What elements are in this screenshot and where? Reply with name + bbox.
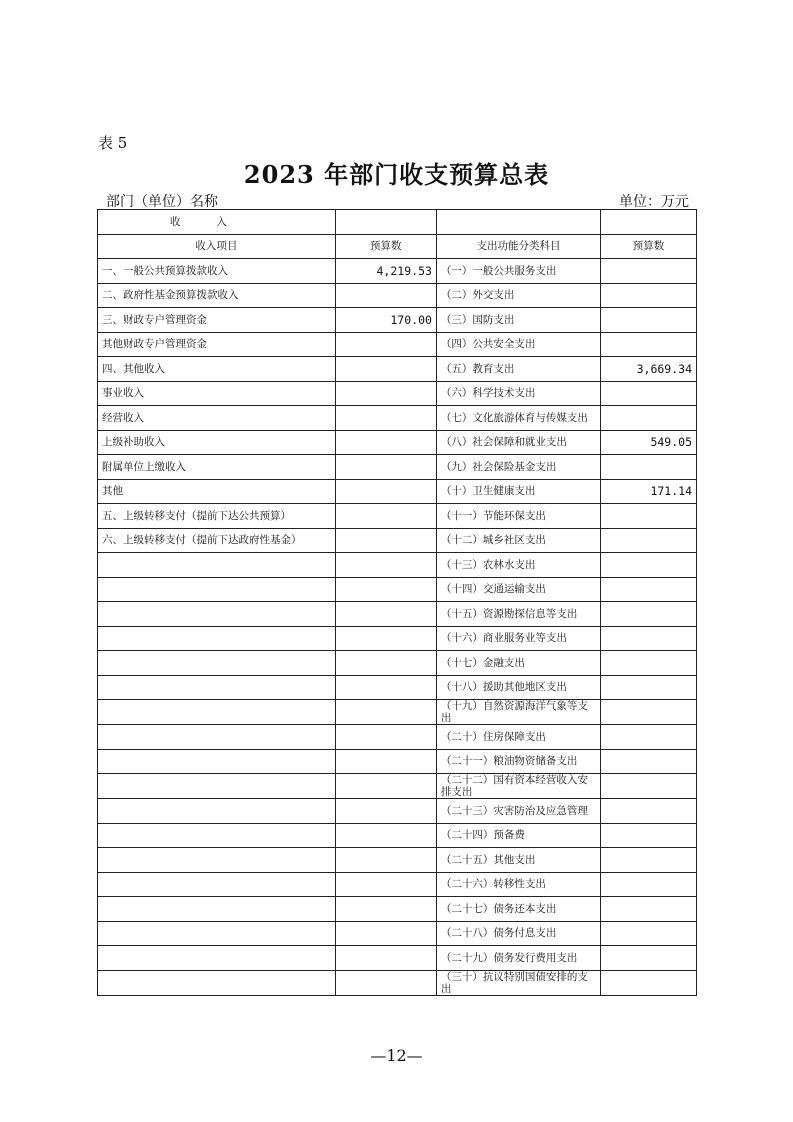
expense-amount-cell bbox=[601, 749, 697, 774]
expense-amount-cell bbox=[601, 259, 697, 284]
table-row bbox=[98, 749, 697, 774]
income-amount-cell bbox=[335, 700, 436, 725]
income-item-cell: 二、政府性基金预算拨款收入 bbox=[98, 283, 336, 308]
expense-item-cell: （八）社会保障和就业支出 bbox=[436, 430, 600, 455]
empty-cell bbox=[601, 210, 697, 235]
income-amount-cell bbox=[335, 675, 436, 700]
unit-label: 单位：万元 bbox=[619, 194, 689, 210]
income-item-cell bbox=[98, 700, 336, 725]
income-amount-cell bbox=[335, 602, 436, 627]
expense-item-cell: （二十七）债务还本支出 bbox=[436, 897, 600, 922]
section-header-row bbox=[98, 210, 697, 235]
table-row bbox=[98, 774, 697, 799]
income-item-cell: 六、上级转移支付（提前下达政府性基金） bbox=[98, 528, 336, 553]
table-row bbox=[98, 823, 697, 848]
income-item-cell bbox=[98, 946, 336, 971]
expense-amount-cell bbox=[601, 381, 697, 406]
table-row bbox=[98, 259, 697, 284]
expense-item-cell: （十九）自然资源海洋气象等支出 bbox=[436, 700, 600, 725]
income-item-cell: 五、上级转移支付（提前下达公共预算） bbox=[98, 504, 336, 529]
income-amount-cell bbox=[335, 848, 436, 873]
expense-amount-cell bbox=[601, 455, 697, 480]
table-row bbox=[98, 848, 697, 873]
table-row bbox=[98, 626, 697, 651]
expense-item-cell: （二十二）国有资本经营收入安排支出 bbox=[436, 774, 600, 799]
expense-item-cell: （十一）节能环保支出 bbox=[436, 504, 600, 529]
expense-amount-cell: 549.05 bbox=[601, 430, 697, 455]
expense-amount-cell bbox=[601, 897, 697, 922]
income-item-cell: 一、一般公共预算拨款收入 bbox=[98, 259, 336, 284]
income-item-cell bbox=[98, 626, 336, 651]
income-item-cell bbox=[98, 577, 336, 602]
income-amount-cell bbox=[335, 528, 436, 553]
table-row bbox=[98, 577, 697, 602]
income-item-cell: 上级补助收入 bbox=[98, 430, 336, 455]
expense-amount-cell bbox=[601, 700, 697, 725]
expense-item-cell: （二十一）粮油物资储备支出 bbox=[436, 749, 600, 774]
table-row bbox=[98, 283, 697, 308]
income-item-cell bbox=[98, 848, 336, 873]
income-item-cell: 其他财政专户管理资金 bbox=[98, 332, 336, 357]
expense-amount-cell bbox=[601, 308, 697, 333]
table-row bbox=[98, 430, 697, 455]
expense-amount-cell bbox=[601, 577, 697, 602]
column-header-income-amount: 预算数 bbox=[335, 234, 436, 259]
expense-item-cell: （二十八）债务付息支出 bbox=[436, 921, 600, 946]
table-row bbox=[98, 946, 697, 971]
expense-item-cell: （十）卫生健康支出 bbox=[436, 479, 600, 504]
table-row bbox=[98, 602, 697, 627]
income-amount-cell bbox=[335, 970, 436, 995]
table-row bbox=[98, 700, 697, 725]
page-number: —12— bbox=[370, 1046, 423, 1065]
income-amount-cell bbox=[335, 381, 436, 406]
income-amount-cell bbox=[335, 872, 436, 897]
income-item-cell bbox=[98, 725, 336, 750]
table-row bbox=[98, 479, 697, 504]
income-amount-cell bbox=[335, 823, 436, 848]
income-amount-cell bbox=[335, 430, 436, 455]
expense-item-cell: （三）国防支出 bbox=[436, 308, 600, 333]
expense-amount-cell bbox=[601, 651, 697, 676]
expense-item-cell: （六）科学技术支出 bbox=[436, 381, 600, 406]
table-row bbox=[98, 553, 697, 578]
expense-amount-cell bbox=[601, 406, 697, 431]
income-item-cell bbox=[98, 823, 336, 848]
column-header-income-item: 收入项目 bbox=[98, 234, 336, 259]
income-item-cell bbox=[98, 799, 336, 824]
table-row bbox=[98, 872, 697, 897]
expense-item-cell: （十七）金融支出 bbox=[436, 651, 600, 676]
expense-amount-cell bbox=[601, 602, 697, 627]
income-amount-cell bbox=[335, 799, 436, 824]
expense-item-cell: （十三）农林水支出 bbox=[436, 553, 600, 578]
expense-item-cell: （二十）住房保障支出 bbox=[436, 725, 600, 750]
income-amount-cell bbox=[335, 897, 436, 922]
income-amount-cell bbox=[335, 626, 436, 651]
expense-item-cell: （二十六）转移性支出 bbox=[436, 872, 600, 897]
table-row bbox=[98, 799, 697, 824]
table-row bbox=[98, 455, 697, 480]
expense-item-cell: （十六）商业服务业等支出 bbox=[436, 626, 600, 651]
expense-amount-cell bbox=[601, 848, 697, 873]
income-amount-cell bbox=[335, 553, 436, 578]
expense-item-cell: （十八）援助其他地区支出 bbox=[436, 675, 600, 700]
income-item-cell: 其他 bbox=[98, 479, 336, 504]
income-item-cell bbox=[98, 872, 336, 897]
table-row bbox=[98, 725, 697, 750]
expense-item-cell: （二十三）灾害防治及应急管理 bbox=[436, 799, 600, 824]
income-section-header: 收入 bbox=[98, 210, 336, 235]
income-item-cell bbox=[98, 970, 336, 995]
expense-amount-cell bbox=[601, 528, 697, 553]
income-amount-cell: 4,219.53 bbox=[335, 259, 436, 284]
income-amount-cell bbox=[335, 455, 436, 480]
table-row bbox=[98, 406, 697, 431]
expense-item-cell: （十二）城乡社区支出 bbox=[436, 528, 600, 553]
expense-item-cell: （四）公共安全支出 bbox=[436, 332, 600, 357]
table-row bbox=[98, 651, 697, 676]
expense-amount-cell bbox=[601, 553, 697, 578]
income-amount-cell bbox=[335, 283, 436, 308]
table-row bbox=[98, 675, 697, 700]
income-item-cell: 经营收入 bbox=[98, 406, 336, 431]
expense-item-cell: （一）一般公共服务支出 bbox=[436, 259, 600, 284]
expense-item-cell: （五）教育支出 bbox=[436, 357, 600, 382]
table-row bbox=[98, 381, 697, 406]
expense-item-cell: （二十五）其他支出 bbox=[436, 848, 600, 873]
column-header-row bbox=[98, 234, 697, 259]
income-item-cell: 事业收入 bbox=[98, 381, 336, 406]
empty-cell bbox=[436, 210, 600, 235]
expense-amount-cell bbox=[601, 823, 697, 848]
table-row bbox=[98, 308, 697, 333]
income-amount-cell bbox=[335, 725, 436, 750]
expense-amount-cell bbox=[601, 725, 697, 750]
income-item-cell: 三、财政专户管理资金 bbox=[98, 308, 336, 333]
expense-amount-cell bbox=[601, 332, 697, 357]
expense-amount-cell bbox=[601, 872, 697, 897]
table-label: 表 5 bbox=[98, 134, 128, 152]
expense-item-cell: （九）社会保险基金支出 bbox=[436, 455, 600, 480]
income-item-cell bbox=[98, 602, 336, 627]
expense-amount-cell bbox=[601, 799, 697, 824]
table-row bbox=[98, 897, 697, 922]
table-row bbox=[98, 528, 697, 553]
expense-amount-cell: 171.14 bbox=[601, 479, 697, 504]
income-item-cell bbox=[98, 553, 336, 578]
expense-item-cell: （二十四）预备费 bbox=[436, 823, 600, 848]
expense-item-cell: （二）外交支出 bbox=[436, 283, 600, 308]
expense-item-cell: （三十）抗议特别国债安排的支出 bbox=[436, 970, 600, 995]
expense-amount-cell bbox=[601, 921, 697, 946]
expense-item-cell: （二十九）债务发行费用支出 bbox=[436, 946, 600, 971]
income-amount-cell bbox=[335, 406, 436, 431]
table-row bbox=[98, 970, 697, 995]
income-amount-cell: 170.00 bbox=[335, 308, 436, 333]
department-label: 部门（单位）名称 bbox=[106, 194, 218, 210]
table-row bbox=[98, 504, 697, 529]
expense-amount-cell bbox=[601, 774, 697, 799]
expense-amount-cell bbox=[601, 283, 697, 308]
table-row bbox=[98, 357, 697, 382]
expense-amount-cell bbox=[601, 675, 697, 700]
expense-amount-cell bbox=[601, 626, 697, 651]
income-item-cell bbox=[98, 675, 336, 700]
income-amount-cell bbox=[335, 577, 436, 602]
income-amount-cell bbox=[335, 946, 436, 971]
income-amount-cell bbox=[335, 504, 436, 529]
income-item-cell bbox=[98, 921, 336, 946]
income-amount-cell bbox=[335, 332, 436, 357]
table-row bbox=[98, 332, 697, 357]
expense-amount-cell bbox=[601, 970, 697, 995]
income-item-cell bbox=[98, 774, 336, 799]
income-amount-cell bbox=[335, 774, 436, 799]
income-amount-cell bbox=[335, 479, 436, 504]
income-amount-cell bbox=[335, 921, 436, 946]
income-item-cell bbox=[98, 651, 336, 676]
expense-item-cell: （十四）交通运输支出 bbox=[436, 577, 600, 602]
expense-amount-cell bbox=[601, 946, 697, 971]
income-amount-cell bbox=[335, 357, 436, 382]
page-title: 2023 年部门收支预算总表 bbox=[243, 160, 550, 189]
income-amount-cell bbox=[335, 749, 436, 774]
expense-item-cell: （七）文化旅游体育与传媒支出 bbox=[436, 406, 600, 431]
income-item-cell: 四、其他收入 bbox=[98, 357, 336, 382]
expense-amount-cell: 3,669.34 bbox=[601, 357, 697, 382]
table-row bbox=[98, 921, 697, 946]
income-item-cell bbox=[98, 897, 336, 922]
column-header-expense-amount: 预算数 bbox=[601, 234, 697, 259]
expense-amount-cell bbox=[601, 504, 697, 529]
empty-cell bbox=[335, 210, 436, 235]
income-item-cell bbox=[98, 749, 336, 774]
income-item-cell: 附属单位上缴收入 bbox=[98, 455, 336, 480]
expense-item-cell: （十五）资源勘探信息等支出 bbox=[436, 602, 600, 627]
budget-table bbox=[97, 209, 697, 996]
income-amount-cell bbox=[335, 651, 436, 676]
column-header-expense-item: 支出功能分类科目 bbox=[436, 234, 600, 259]
